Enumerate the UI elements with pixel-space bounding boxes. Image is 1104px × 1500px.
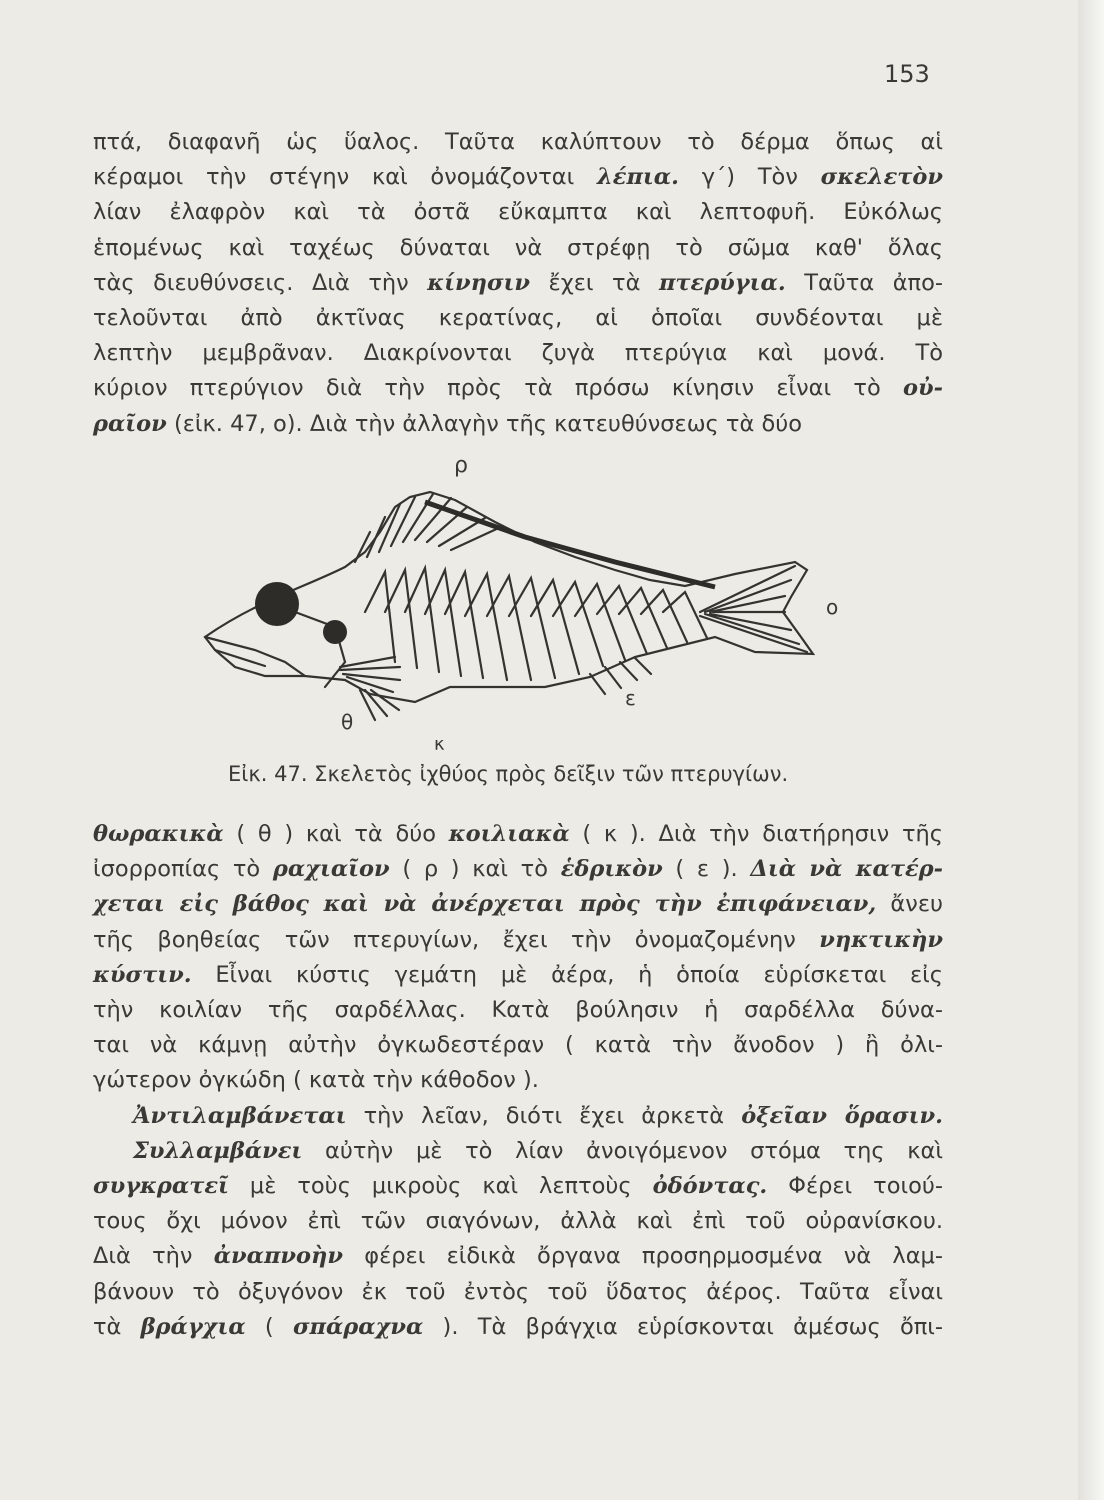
text-line: χεται εἰς βάθος καὶ νὰ ἀνέρχεται πρὸς τὴν ἐπιφάνειαν, ἄνευ: [93, 891, 943, 918]
text-line: πτά, διαφανῆ ὡς ὕαλος. Ταῦτα καλύπτουν τὸ δέρμα ὅπως αἱ: [93, 129, 943, 155]
top-paragraph: [93, 125, 943, 442]
text-line: κέραμοι τὴν στέγην καὶ ὀνομάζονται λέπια. γ΄) Τὸν σκελετὸν: [93, 164, 943, 191]
text-line: γώτερον ὀγκώδη ( κατὰ τὴν κάθοδον ).: [93, 1067, 539, 1094]
text-line: τῆς βοηθείας τῶν πτερυγίων, ἔχει τὴν ὀνομαζομένην νηκτικὴν: [93, 926, 943, 953]
figure-caption: Εἰκ. 47. Σκελετὸς ἰχθύος πρὸς δεῖξιν τῶν πτερυγίων.: [228, 762, 789, 786]
text-line: Συλλαμβάνει αὐτὴν μὲ τὸ λίαν ἀνοιγόμενον στόμα της καὶ: [133, 1137, 943, 1164]
text-line: θωρακικὰ ( θ ) καὶ τὰ δύο κοιλιακὰ ( κ ). Διὰ τὴν διατήρησιν τῆς: [93, 821, 943, 847]
text-line: λεπτὴν μεμβρᾶναν. Διακρίνονται ζυγὰ πτερύγια καὶ μονά. Τὸ: [93, 340, 943, 367]
text-line: βάνουν τὸ ὀξυγόνον ἐκ τοῦ ἐντὸς τοῦ ὕδατος ἀέρος. Ταῦτα εἶναι: [93, 1278, 943, 1305]
figure-label-omicron: ο: [826, 595, 839, 619]
text-line: τελοῦνται ἀπὸ ἀκτῖνας κερατίνας, αἱ ὁποῖαι συνδέονται μὲ: [93, 305, 943, 332]
fish-skeleton-figure: [195, 462, 835, 762]
text-line: τὰ βράγχια ( σπάραχνα ). Τὰ βράγχια εὑρίσκονται ἀμέσως ὄπι-: [93, 1313, 944, 1340]
text-line: τὴν κοιλίαν τῆς σαρδέλλας. Κατὰ βούλησιν ἡ σαρδέλλα δύνα-: [93, 997, 943, 1024]
text-line: ἰσορροπίας τὸ ραχιαῖον ( ρ ) καὶ τὸ ἑδρικὸν ( ε ). Διὰ νὰ κατέρ-: [93, 856, 943, 883]
page-edge: [1078, 0, 1104, 1500]
figure-label-rho: ρ: [454, 453, 468, 478]
text-line: Διὰ τὴν ἀναπνοὴν φέρει εἰδικὰ ὄργανα προσηρμοσμένα νὰ λαμ-: [93, 1243, 943, 1270]
text-line: συγκρατεῖ μὲ τοὺς μικροὺς καὶ λεπτοὺς ὀδόντας. Φέρει τοιού-: [93, 1173, 943, 1200]
text-line: ται νὰ κάμνῃ αὐτὴν ὀγκωδεστέραν ( κατὰ τὴν ἄνοδον ) ἢ ὀλι-: [93, 1032, 943, 1059]
text-line: τὰς διευθύνσεις. Διὰ τὴν κίνησιν ἔχει τὰ πτερύγια. Ταῦτα ἀπο-: [93, 269, 943, 296]
figure-label-theta: θ: [341, 710, 354, 734]
text-line: ραῖον (εἰκ. 47, ο). Διὰ τὴν ἀλλαγὴν τῆς κατευθύνσεως τὰ δύο: [93, 410, 802, 437]
text-line: Ἀντιλαμβάνεται τὴν λεῖαν, διότι ἔχει ἀρκετὰ ὀξεῖαν ὅρασιν.: [133, 1102, 943, 1129]
bottom-paragraph: [93, 817, 943, 1345]
text-line: κύριον πτερύγιον διὰ τὴν πρὸς τὰ πρόσω κίνησιν εἶναι τὸ οὐ-: [93, 375, 943, 402]
figure-label-epsilon: ε: [625, 686, 636, 710]
text-line: κύστιν. Εἶναι κύστις γεμάτη μὲ ἀέρα, ἡ ὁποία εὑρίσκεται εἰς: [93, 961, 943, 988]
text-line: τους ὄχι μόνον ἐπὶ τῶν σιαγόνων, ἀλλὰ καὶ ἐπὶ τοῦ οὐρανίσκου.: [93, 1208, 943, 1235]
text-line: ἑπομένως καὶ ταχέως δύναται νὰ στρέφῃ τὸ σῶμα καθ' ὅλας: [93, 234, 943, 261]
fish-skeleton-illustration: [195, 462, 835, 762]
page-number: 153: [884, 60, 930, 88]
figure-label-kappa: κ: [434, 734, 445, 755]
text-line: λίαν ἐλαφρὸν καὶ τὰ ὀστᾶ εὔκαμπτα καὶ λεπτοφυῆ. Εὐκόλως: [93, 199, 943, 226]
